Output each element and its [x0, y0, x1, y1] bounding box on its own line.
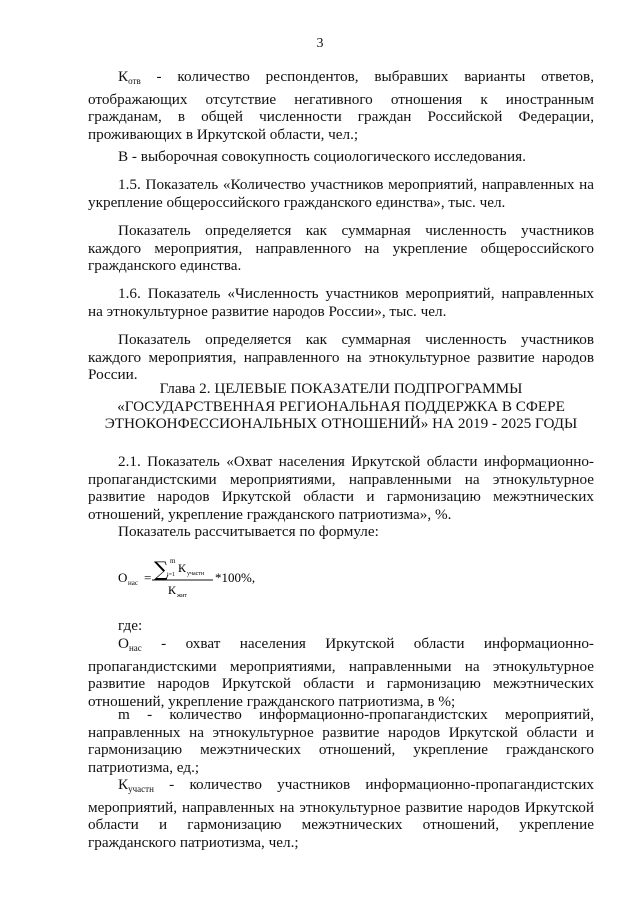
definition-m [88, 706, 594, 776]
formula-multiplier: *100%, [215, 570, 256, 585]
where-label: где: [118, 617, 143, 634]
formula-numerator-subscript: участн [187, 571, 205, 577]
formula-numerator: К [178, 561, 187, 575]
definition-onas [88, 635, 594, 710]
formula-denominator-subscript: жит [177, 593, 187, 599]
indicator-1-5: 1.5. Показатель «Количество участников мероприятий, направленных на укрепление общероссийского гражданского единства», тыс. чел. [88, 176, 594, 211]
symbol-onas-subscript: нас [128, 643, 142, 653]
formula-lhs: О [118, 570, 128, 585]
indicator-2-1: 2.1. Показатель «Охват населения Иркутской области информационно-пропагандистскими мероприятиями, направленными на этнокультурное развитие народов Иркутской области и гармонизацию межэтнических отношений, укрепление гражданского патриотизма», %. [88, 453, 594, 523]
definition-kotv [88, 68, 594, 143]
indicator-1-6: 1.6. Показатель «Численность участников мероприятий, направленных на этнокультурное развитие народов России», тыс. чел. [88, 285, 594, 320]
definition-m-text: - количество информационно-пропагандистских мероприятий, направленных на этнокультурное развитие народов Иркутской области и гармонизацию межэтнических отношений, укрепление гражданского патриотизма, ед.; [88, 706, 594, 776]
indicator-1-6-definition: Показатель определяется как суммарная численность участников каждого мероприятия, направленного на этнокультурное развитие народов России. [88, 331, 594, 384]
formula-onas [116, 552, 316, 602]
symbol-kuchastn-subscript: участн [128, 784, 154, 794]
formula-equals: = [144, 570, 152, 585]
formula-intro: Показатель рассчитывается по формуле: [118, 523, 379, 540]
indicator-1-5-definition: Показатель определяется как суммарная численность участников каждого мероприятия, направленного на укрепление общероссийского гражданского единства. [88, 222, 594, 275]
definition-kuchastn-text: - количество участников информационно-пропагандистских мероприятий, направленных на этнокультурное развитие народов Иркутской области и гармонизацию межэтнических отношений, укрепление гражданского патриотизма, чел.; [88, 776, 594, 851]
symbol-onas: О [118, 635, 129, 652]
definition-kuchastn [88, 776, 594, 851]
chapter-title [88, 380, 594, 433]
symbol-kuchastn: К [118, 776, 129, 793]
chapter-title-line-1: Глава 2. ЦЕЛЕВЫЕ ПОКАЗАТЕЛИ ПОДПРОГРАММЫ [159, 380, 523, 397]
formula-lhs-subscript: нас [128, 579, 138, 587]
definition-b: В - выборочная совокупность социологического исследования. [118, 148, 526, 165]
formula-sum-upper: m [170, 557, 176, 565]
page-number: 3 [316, 36, 324, 51]
formula-sum-lower: i=1 [167, 572, 176, 578]
formula-sum-sign: ∑ [154, 557, 169, 581]
formula-denominator: К [168, 583, 177, 597]
definition-kotv-text: - количество респондентов, выбравших варианты ответов, отображающих отсутствие негативного отношения к иностранным гражданам, в общей численности граждан Российской Федерации, проживающих в Иркутской области, чел.; [88, 68, 594, 143]
chapter-title-line-3: ЭТНОКОНФЕССИОНАЛЬНЫХ ОТНОШЕНИЙ» НА 2019 - 2025 ГОДЫ [104, 415, 578, 433]
definition-onas-text: - охват населения Иркутской области информационно-пропагандистскими мероприятиями, направленными на этнокультурное развитие народов Иркутской области и гармонизацию межэтнических отношений, укрепление гражданского патриотизма, в %; [88, 635, 594, 710]
symbol-k: К [118, 68, 129, 85]
symbol-m: m [118, 706, 130, 723]
chapter-title-line-2: «ГОСУДАРСТВЕННАЯ РЕГИОНАЛЬНАЯ ПОДДЕРЖКА В СФЕРЕ [117, 397, 565, 415]
symbol-k-subscript: отв [128, 76, 141, 86]
